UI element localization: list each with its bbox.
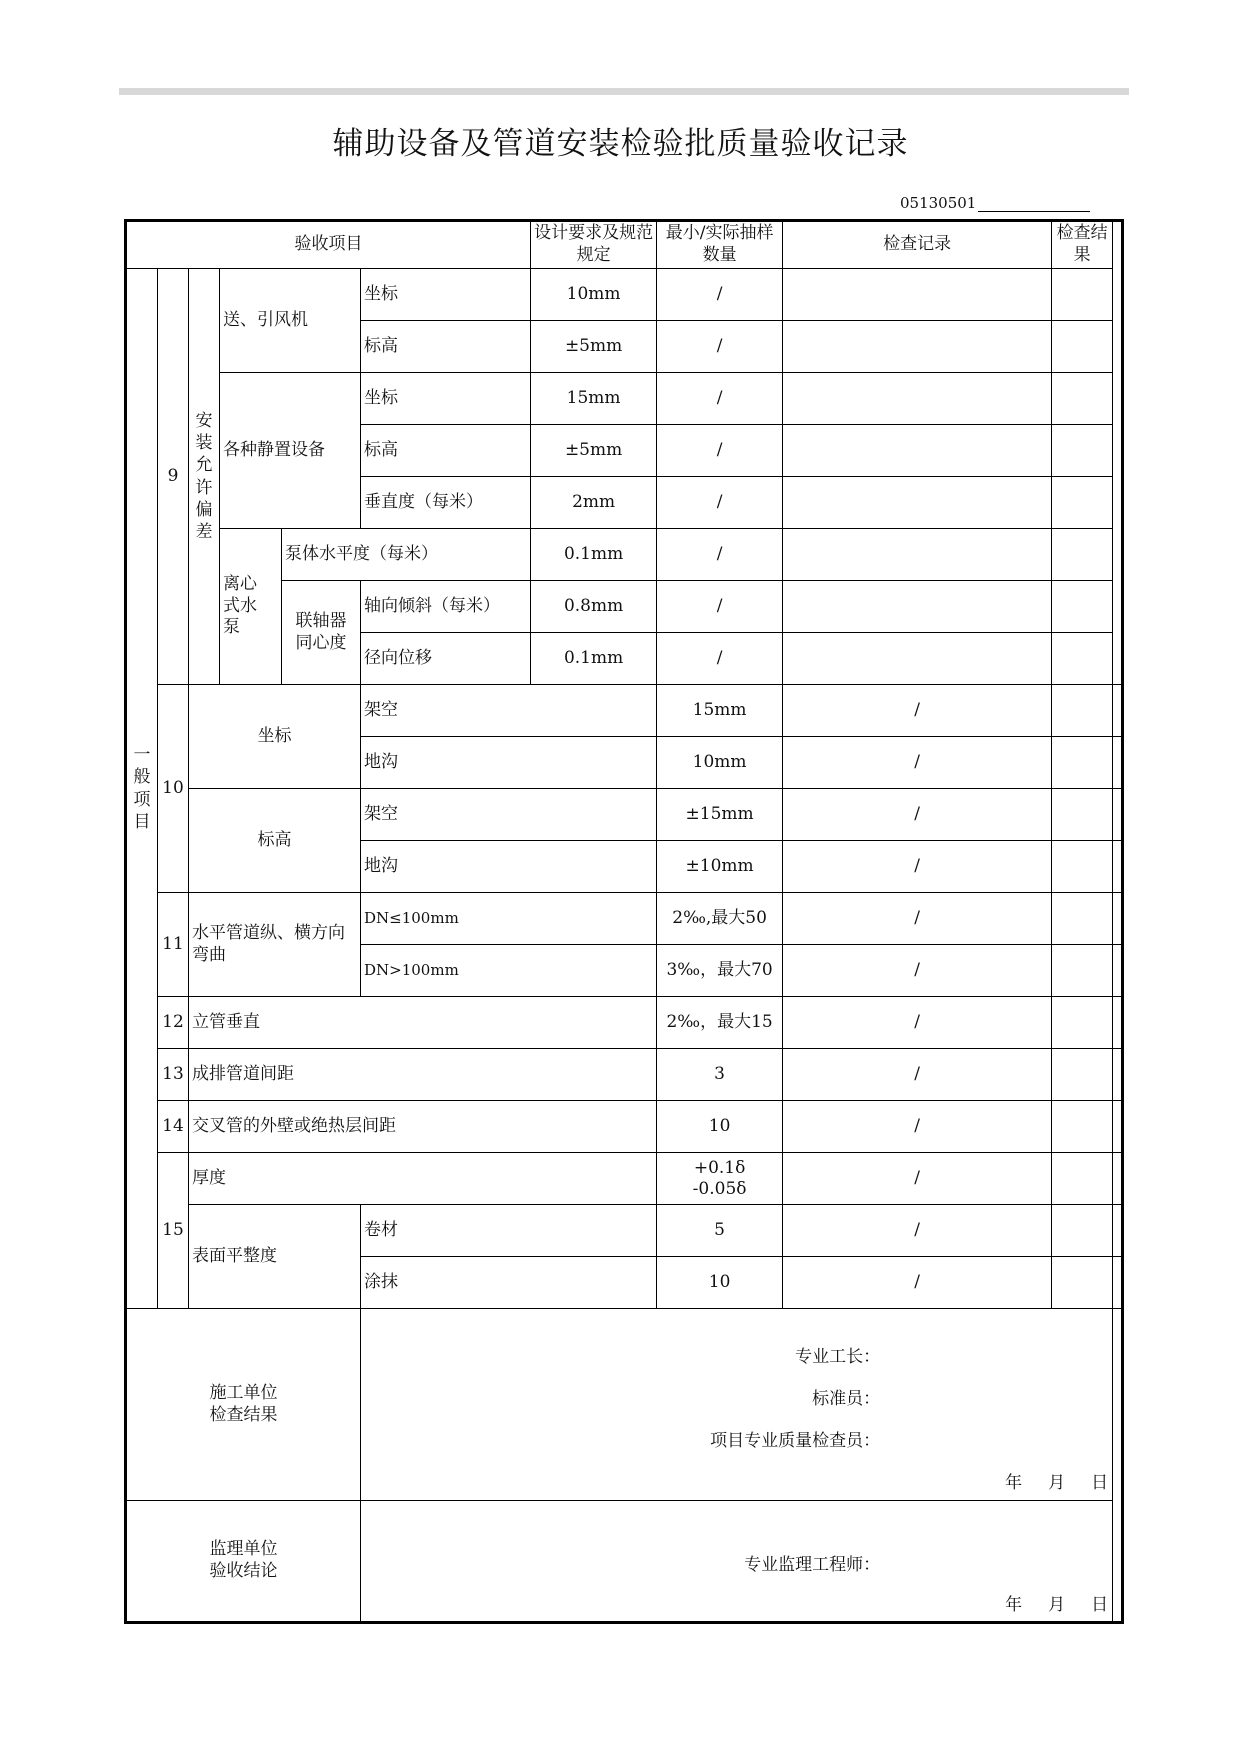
row-result-cell[interactable] [1052, 529, 1113, 581]
row-record-cell[interactable] [1052, 1153, 1113, 1205]
row-item: 标高 [361, 425, 531, 477]
row-std: 3‰，最大70 [657, 945, 783, 997]
row-sample: / [783, 893, 1052, 945]
row-std: ±5mm [531, 425, 657, 477]
row-result-cell[interactable] [1052, 425, 1113, 477]
row-item: 卷材 [361, 1205, 657, 1257]
supervision-row [126, 1501, 1123, 1623]
row-std: 2‰，最大15 [657, 997, 783, 1049]
foreman-label: 专业工长： [795, 1347, 881, 1367]
row-sample: / [783, 1205, 1052, 1257]
row-item: 架空 [361, 685, 657, 737]
row-item: 交叉管的外壁或绝热层间距 [189, 1101, 657, 1153]
standard-officer-label: 标准员： [812, 1389, 881, 1409]
item-12-number: 12 [158, 997, 189, 1049]
form-code-blank[interactable] [978, 197, 1090, 212]
supervision-signature-area[interactable] [361, 1501, 1113, 1623]
form-code [900, 194, 1122, 212]
row-sample: / [657, 529, 783, 581]
item-9-group: 安装允许偏差 [189, 269, 220, 685]
row-sample: / [783, 1153, 1052, 1205]
table-row [126, 997, 1123, 1049]
row-sample: / [657, 581, 783, 633]
row-std: ±10mm [657, 841, 783, 893]
coupling-label: 联轴器同心度 [282, 581, 361, 685]
row-result-cell[interactable] [1113, 1101, 1123, 1153]
row-record-cell[interactable] [783, 373, 1052, 425]
row-item: DN>100mm [361, 945, 657, 997]
row-record-cell[interactable] [783, 321, 1052, 373]
date-month: 月 [1048, 1473, 1066, 1493]
row-sample: / [783, 997, 1052, 1049]
row-result-cell[interactable] [1113, 789, 1123, 841]
date-day: 日 [1091, 1473, 1109, 1493]
row-std: 3 [657, 1049, 783, 1101]
thickness-std-lower: -0.05δ [692, 1178, 747, 1199]
header-record: 检查记录 [783, 221, 1052, 269]
row-sample: / [783, 945, 1052, 997]
row-sample: / [783, 737, 1052, 789]
header-result: 检查结果 [1052, 221, 1113, 269]
row-result-cell[interactable] [1052, 321, 1113, 373]
row-record-cell[interactable] [1052, 893, 1113, 945]
row-std: 5 [657, 1205, 783, 1257]
row-item: 坐标 [361, 373, 531, 425]
row-record-cell[interactable] [783, 633, 1052, 685]
item-14-number: 14 [158, 1101, 189, 1153]
construction-label: 施工单位检查结果 [126, 1309, 361, 1501]
row-result-cell[interactable] [1113, 893, 1123, 945]
row-result-cell[interactable] [1113, 841, 1123, 893]
item-13-number: 13 [158, 1049, 189, 1101]
row-record-cell[interactable] [1052, 685, 1113, 737]
static-equipment-label: 各种静置设备 [220, 373, 361, 529]
table-row [126, 1049, 1123, 1101]
row-std: 10mm [657, 737, 783, 789]
row-std: ±15mm [657, 789, 783, 841]
row-item: 径向位移 [361, 633, 531, 685]
row-sample: / [783, 1257, 1052, 1309]
bend-label: 水平管道纵、横方向弯曲 [189, 893, 361, 997]
row-std: 0.1mm [531, 529, 657, 581]
row-result-cell[interactable] [1052, 581, 1113, 633]
general-items-label: 一般项目 [126, 269, 158, 1309]
row-result-cell[interactable] [1052, 477, 1113, 529]
row-std: 2mm [531, 477, 657, 529]
row-item: 泵体水平度（每米） [282, 529, 531, 581]
row-record-cell[interactable] [1052, 945, 1113, 997]
row-std: 2‰,最大50 [657, 893, 783, 945]
row-std: 10 [657, 1257, 783, 1309]
row-sample: / [657, 633, 783, 685]
row-item: 垂直度（每米） [361, 477, 531, 529]
row-item: 标高 [361, 321, 531, 373]
row-std: 10 [657, 1101, 783, 1153]
row-sample: / [657, 477, 783, 529]
item-11-number: 11 [158, 893, 189, 997]
pump-label: 离心式水泵 [220, 529, 282, 685]
item-15-number: 15 [158, 1153, 189, 1309]
table-row [126, 373, 1123, 425]
thickness-std-upper: +0.1δ [693, 1158, 746, 1179]
table-row [126, 269, 1123, 321]
row-item: DN≤100mm [361, 893, 657, 945]
row-sample: / [657, 321, 783, 373]
row-sample: / [657, 425, 783, 477]
row-record-cell[interactable] [1052, 841, 1113, 893]
item-9-number: 9 [158, 269, 189, 685]
coord-label: 坐标 [189, 685, 361, 789]
date-month: 月 [1048, 1595, 1066, 1615]
row-result-cell[interactable] [1113, 997, 1123, 1049]
table-row [126, 685, 1123, 737]
document-title: 辅助设备及管道安装检验批质量验收记录 [332, 126, 909, 162]
row-sample: / [783, 789, 1052, 841]
row-item: 成排管道间距 [189, 1049, 657, 1101]
row-item: 坐标 [361, 269, 531, 321]
row-record-cell[interactable] [1052, 997, 1113, 1049]
row-result-cell[interactable] [1113, 685, 1123, 737]
row-item: 地沟 [361, 737, 657, 789]
row-result-cell[interactable] [1052, 373, 1113, 425]
row-result-cell[interactable] [1113, 737, 1123, 789]
item-10-number: 10 [158, 685, 189, 893]
row-record-cell[interactable] [1052, 1257, 1113, 1309]
row-item: 地沟 [361, 841, 657, 893]
row-result-cell[interactable] [1052, 633, 1113, 685]
supervising-engineer-label: 专业监理工程师： [744, 1555, 881, 1575]
row-sample: / [783, 841, 1052, 893]
row-result-cell[interactable] [1113, 1049, 1123, 1101]
elevation-label: 标高 [189, 789, 361, 893]
row-record-cell[interactable] [783, 425, 1052, 477]
table-row [126, 1205, 1123, 1257]
top-rule [119, 88, 1129, 95]
row-result-cell[interactable] [1113, 945, 1123, 997]
row-std: 10mm [531, 269, 657, 321]
construction-date [979, 1473, 1108, 1495]
row-std: 0.1mm [531, 633, 657, 685]
table-row [126, 1101, 1123, 1153]
row-record-cell[interactable] [1052, 1205, 1113, 1257]
row-record-cell[interactable] [1052, 737, 1113, 789]
row-record-cell[interactable] [783, 477, 1052, 529]
row-result-cell[interactable] [1113, 1257, 1123, 1309]
row-item: 涂抹 [361, 1257, 657, 1309]
construction-signature-area[interactable] [361, 1309, 1113, 1501]
header-sample: 最小/实际抽样数量 [657, 221, 783, 269]
row-result-cell[interactable] [1113, 1153, 1123, 1205]
header-std: 设计要求及规范规定 [531, 221, 657, 269]
row-sample: / [783, 685, 1052, 737]
construction-row [126, 1309, 1123, 1501]
date-year: 年 [1005, 1595, 1023, 1615]
row-result-cell[interactable] [1113, 1205, 1123, 1257]
row-std: 15mm [657, 685, 783, 737]
quality-inspector-label: 项目专业质量检查员： [710, 1431, 881, 1451]
row-sample: / [657, 373, 783, 425]
row-record-cell[interactable] [1052, 789, 1113, 841]
row-std: ±5mm [531, 321, 657, 373]
row-sample: / [783, 1101, 1052, 1153]
supervision-label: 监理单位验收结论 [126, 1501, 361, 1623]
row-sample: / [783, 1049, 1052, 1101]
row-sample: / [657, 269, 783, 321]
row-record-cell[interactable] [1052, 1101, 1113, 1153]
table-row [126, 893, 1123, 945]
row-result-cell[interactable] [1052, 269, 1113, 321]
table-row [126, 789, 1123, 841]
row-std: 15mm [531, 373, 657, 425]
inspection-table [124, 219, 1124, 1624]
thickness-std [657, 1153, 783, 1205]
row-item: 架空 [361, 789, 657, 841]
row-record-cell[interactable] [783, 269, 1052, 321]
supervision-date [979, 1595, 1108, 1617]
header-item: 验收项目 [126, 221, 531, 269]
row-record-cell[interactable] [783, 581, 1052, 633]
row-std: 0.8mm [531, 581, 657, 633]
row-record-cell[interactable] [783, 529, 1052, 581]
form-code-number: 05130501 [900, 194, 977, 212]
date-day: 日 [1091, 1595, 1109, 1615]
flatness-label: 表面平整度 [189, 1205, 361, 1309]
row-item: 轴向倾斜（每米） [361, 581, 531, 633]
thickness-label: 厚度 [189, 1153, 657, 1205]
fan-label: 送、引风机 [220, 269, 361, 373]
table-row [126, 529, 1123, 581]
table-row [126, 1153, 1123, 1205]
row-item: 立管垂直 [189, 997, 657, 1049]
header-row [126, 221, 1123, 269]
row-record-cell[interactable] [1052, 1049, 1113, 1101]
date-year: 年 [1005, 1473, 1023, 1493]
